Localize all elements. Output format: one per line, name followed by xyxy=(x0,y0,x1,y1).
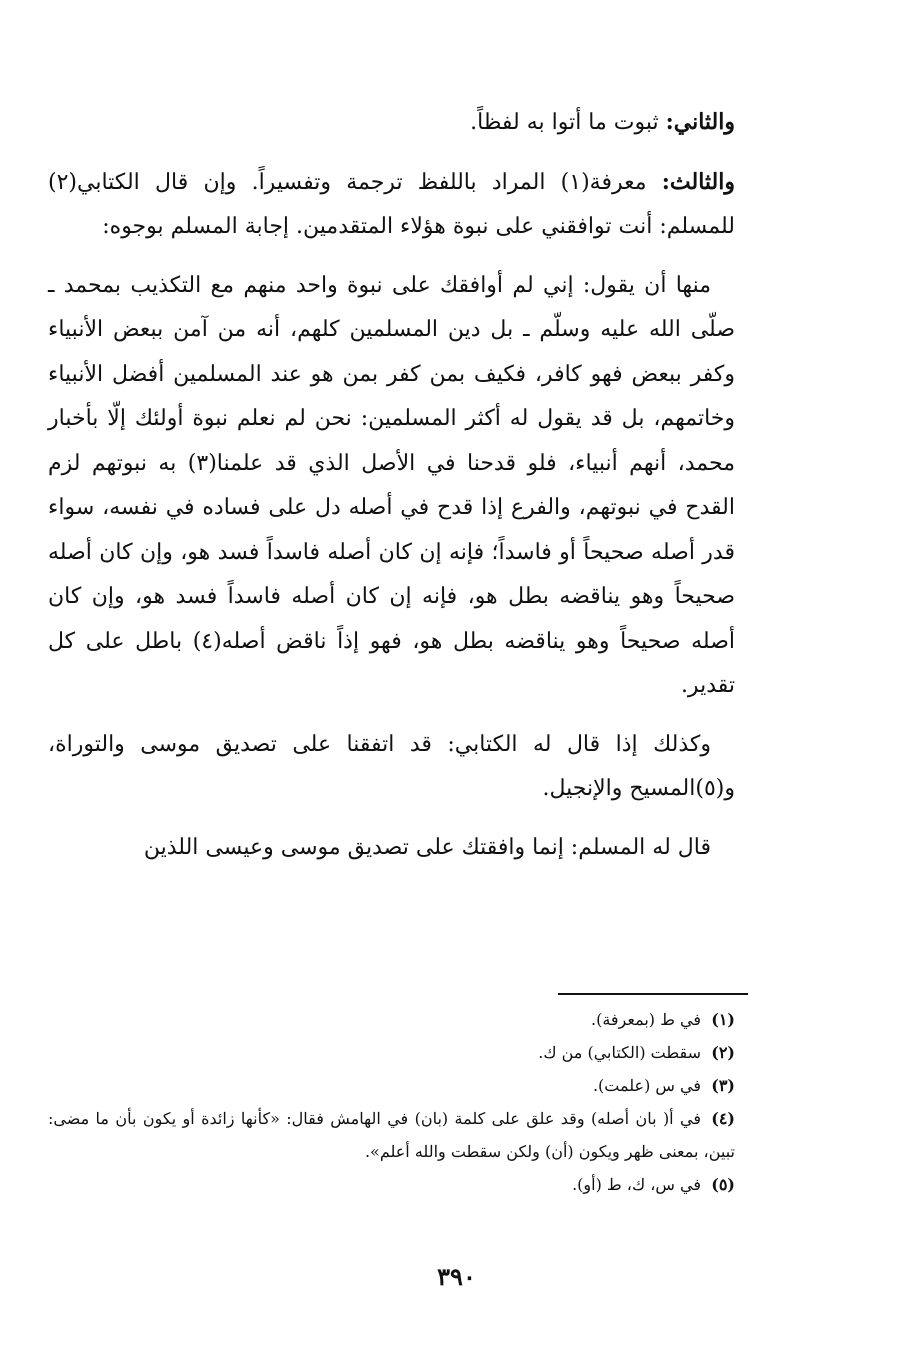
footnote-text: سقطت (الكتابي) من ك. xyxy=(538,1043,701,1062)
paragraph-muslim-reply xyxy=(48,826,735,871)
paragraph-first-reply xyxy=(48,264,735,709)
footnote-text: في أ( بان أصله) وقد علق على كلمة (بان) في الهامش فقال: «كأنها زائدة أو يكون بأن ما مضى: تبين، بمعنى ظهر ويكون (أن) ولكن سقطت والله أعلم». xyxy=(48,1109,735,1161)
footnote-number: (٤) xyxy=(711,1109,735,1128)
footnotes xyxy=(48,1003,735,1201)
paragraph-text: معرفة(١) المراد باللفظ ترجمة وتفسيراً. وإن قال الكتابي(٢) للمسلم: أنت توافقني على نبوة هؤلاء المتقدمين. إجابة المسلم بوجوه: xyxy=(48,169,735,239)
paragraph-lead: والثاني: xyxy=(665,109,735,135)
page-number: ٣٩٠ xyxy=(437,1262,476,1291)
paragraph-text: ثبوت ما أتوا به لفظاً. xyxy=(470,110,666,135)
footnote-text: في ط (بمعرفة). xyxy=(591,1010,701,1029)
footnote-number: (١) xyxy=(711,1010,735,1029)
paragraph-text: منها أن يقول: إني لم أوافقك على نبوة واحد منهم مع التكذيب بمحمد ـ صلّى الله عليه وسلّم ـ بل دين المسلمين كلهم، أنه من آمن ببعض الأنبياء وكفر ببعض فهو كافر، فكيف بمن كفر بمن هو عند المسلمين أفضل الأنبياء وخاتمهم، بل قد يقول له أكثر المسلمين: نحن لم نعلم نبوة أولئك إلّا بأخبار محمد، أنهم أنبياء، فلو قدحنا في الأصل الذي قد علمنا(٣) به نبوتهم لزم القدح في نبوتهم، والفرع إذا قدح في أصله دل على فساده في نفسه، سواء قدر أصله صحيحاً أو فاسداً؛ فإنه إن كان أصله فاسداً فسد هو، وإن كان أصله صحيحاً وهو يناقضه بطل هو، فإنه إن كان أصله فاسداً فسد هو، وإن كان أصله صحيحاً وهو يناقضه بطل هو، فهو إذاً ناقض أصله(٤) باطل على كل تقدير. xyxy=(48,272,735,698)
footnote-text: في س، ك، ط (أو). xyxy=(572,1175,701,1194)
paragraph-kitabi xyxy=(48,723,735,812)
footnote-number: (٥) xyxy=(711,1175,735,1194)
paragraph-text: قال له المسلم: إنما وافقتك على تصديق موسى وعيسى اللذين xyxy=(143,834,711,860)
footnote-text: في س (علمت). xyxy=(592,1076,701,1095)
footnote-item xyxy=(48,1102,735,1168)
paragraph-third xyxy=(48,160,735,250)
footnote-number: (٣) xyxy=(711,1076,735,1095)
footnote-item xyxy=(48,1168,735,1201)
main-text xyxy=(48,100,735,884)
footnote-item xyxy=(48,1003,735,1036)
footnote-divider xyxy=(558,993,748,995)
footnote-item xyxy=(48,1036,735,1069)
paragraph-second xyxy=(48,100,735,146)
paragraph-text: وكذلك إذا قال له الكتابي: قد اتفقنا على تصديق موسى والتوراة، و(٥)المسيح والإنجيل. xyxy=(48,731,735,801)
paragraph-lead: والثالث: xyxy=(661,168,735,195)
footnote-number: (٢) xyxy=(711,1043,735,1062)
footnote-item xyxy=(48,1069,735,1102)
